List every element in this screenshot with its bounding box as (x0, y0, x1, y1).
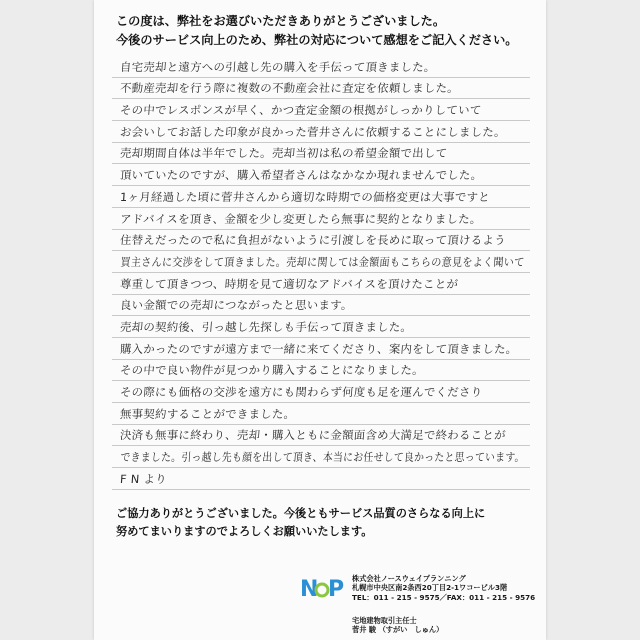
svg-text:P: P (328, 577, 345, 602)
letter-line (112, 186, 530, 208)
letter-line-text: その中で良い物件が見つかり購入することになりました。 (119, 363, 425, 378)
agent-name: 菅井 駿 （すがい しゅん） (352, 625, 444, 635)
letter-line (112, 208, 530, 230)
letter-line (112, 338, 530, 360)
agent-title: 宅地建物取引主任士 (352, 616, 417, 625)
agent-info (352, 616, 443, 635)
letter-line-text: 売却期間自体は半年でした。売却当初は私の希望金額で出して (119, 146, 448, 161)
letter-line (112, 121, 530, 143)
header-line-2: 今後のサービス向上のため、弊社の対応について感想をご記入ください。 (116, 33, 518, 47)
survey-header (116, 12, 536, 50)
letter-line-text: 1ヶ月経過した頃に菅井さんから適切な時期での価格変更は大事ですと (119, 189, 491, 204)
letter-line-text: お会いしてお話した印象が良かった菅井さんに依頼することにしました。 (119, 124, 507, 139)
letter-line (112, 251, 530, 273)
letter-line-text: その際にも価格の交渉を遠方にも関わらず何度も足を運んでくださり (119, 385, 483, 399)
letter-line-text: 購入かったのですが遠方まで一緒に来てくださり、案内をして頂きました。 (119, 341, 518, 356)
company-tel-fax: TEL：011 - 215 - 9575／FAX：011 - 215 - 9576 (352, 592, 536, 602)
letter-line (112, 360, 530, 382)
letter-signature: F N より (119, 471, 168, 486)
letter-line-text: その中でレスポンスが早く、かつ査定金額の根拠がしっかりしていて (119, 103, 482, 118)
letter-line (112, 99, 530, 121)
letter-line-text: 無事契約することができました。 (119, 406, 296, 421)
company-logo-icon (300, 574, 346, 604)
letter-line (112, 403, 530, 425)
svg-text:N: N (300, 577, 319, 602)
letter-line-text: 売却の契約後、引っ越し先探しも手伝って頂きました。 (119, 319, 413, 334)
letter-line (112, 273, 530, 295)
letter-line-text: 良い金額での売却につながったと思います。 (119, 298, 354, 313)
letter-line-text: できました。引っ越し先も顔を出して頂き、本当にお任せして良かったと思っています。 (120, 450, 526, 465)
letter-line-text: 自宅売却と遠方への引越し先の購入を手伝って頂きました。 (119, 59, 437, 74)
letter-line (112, 381, 530, 403)
letter-line (112, 78, 530, 100)
company-name: 株式会社ノースウェイプランニング (352, 574, 466, 583)
closing-line-1: ご協力ありがとうございました。今後ともサービス品質のさらなる向上に (116, 507, 486, 520)
handwritten-letter (112, 56, 530, 490)
letter-line (112, 425, 530, 447)
letter-line (112, 143, 530, 165)
header-line-1: この度は、弊社をお選びいただきありがとうございました。 (116, 14, 446, 28)
closing-message (116, 505, 536, 541)
letter-line (112, 295, 530, 317)
letter-line-text: 頂いていたのですが、購入希望者さんはなかなか現れませんでした。 (119, 168, 483, 183)
letter-line (112, 316, 530, 338)
letter-line-text: 決済も無事に終わり、売却・購入ともに金額面含め大満足で終わることが (119, 428, 507, 443)
letter-line (112, 230, 530, 252)
letter-line (112, 56, 530, 78)
letter-line (112, 164, 530, 186)
letter-line-text: 住替えだったので私に負担がないように引渡しを長めに取って頂けるよう (119, 233, 507, 248)
letter-line-text: 不動産売却を行う際に複数の不動産会社に査定を依頼しました。 (119, 81, 460, 96)
closing-line-2: 努めてまいりますのでよろしくお願いいたします。 (116, 525, 373, 538)
letter-line-text: 尊重して頂きつつ、時期を見て適切なアドバイスを頂けたことが (119, 276, 459, 291)
letter-line-text: 買主さんに交渉をして頂きました。売却に関しては金額面もこちらの意見をよく聞いて (120, 254, 526, 269)
letter-line-text: アドバイスを頂き、金額を少し変更したら無事に契約となりました。 (119, 211, 483, 226)
letter-line (112, 446, 530, 468)
letter-line (112, 468, 530, 490)
company-info (352, 574, 535, 602)
survey-sheet (94, 0, 546, 640)
company-address: 札幌市中央区南2条西20丁目2-1ワコービル3階 (352, 583, 508, 593)
